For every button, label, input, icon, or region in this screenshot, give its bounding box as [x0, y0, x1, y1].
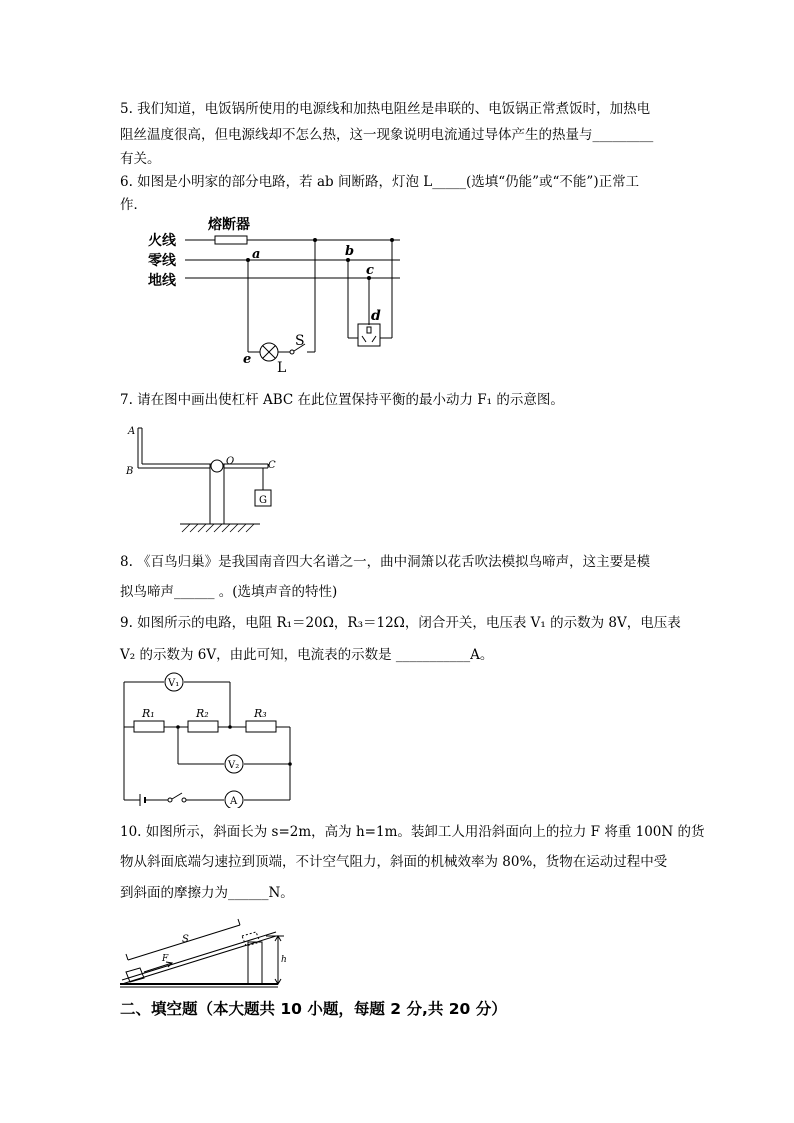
- R1-label: R₁: [142, 707, 155, 720]
- q10-line1: 10. 如图所示，斜面长为 s=2m，高为 h=1m。装卸工人用沿斜面向上的拉力 F 将重 100N 的货: [120, 824, 705, 840]
- q8-line2: 拟鸟啼声______ 。(选填声音的特性): [120, 584, 338, 600]
- q6-line2: 作．: [120, 197, 147, 213]
- household-circuit-figure: [140, 212, 410, 374]
- lamp-label: L: [277, 360, 287, 374]
- lever-support: [210, 464, 224, 524]
- lever-figure: [120, 420, 290, 538]
- V1-label: V₁: [168, 678, 180, 689]
- q9-line1: 9. 如图所示的电路，电阻 R₁＝20Ω，R₃＝12Ω，闭合开关，电压表 V₁ 的示数为 8V，电压表: [120, 615, 681, 631]
- force-label: F: [162, 954, 169, 964]
- ground-wire-label: 地线: [148, 273, 176, 289]
- incline-height-label: h: [281, 955, 287, 965]
- lever-point-C: C: [268, 460, 276, 471]
- resistor-R1: [134, 721, 164, 732]
- q5-line2: 阻丝温度很高，但电源线却不怎么热，这一现象说明电流通过导体产生的热量与_________: [120, 127, 654, 143]
- R3-label: R₃: [254, 707, 267, 720]
- fuse-symbol: [215, 236, 247, 244]
- switch-contact: [290, 350, 294, 354]
- incline-figure: [118, 908, 293, 990]
- series-circuit-figure: [118, 670, 298, 808]
- q5-line3: 有关。: [120, 151, 161, 167]
- R2-label: R₂: [196, 707, 209, 720]
- lever-point-B: B: [126, 466, 134, 477]
- fuse-label: 熔断器: [208, 217, 250, 233]
- live-wire-label: 火线: [148, 233, 176, 249]
- pivot-circle: [211, 460, 223, 472]
- q10-line3: 到斜面的摩擦力为______N。: [120, 885, 294, 901]
- V2-label: V₂: [228, 760, 240, 771]
- resistor-R2: [188, 721, 218, 732]
- q5-line1: 5. 我们知道，电饭锅所使用的电源线和加热电阻丝是串联的、电饭锅正常煮饭时，加热电: [120, 101, 651, 117]
- q9-line2: V₂ 的示数为 6V，由此可知，电流表的示数是 ___________A。: [120, 647, 494, 663]
- q6-line1: 6. 如图是小明家的部分电路，若 ab 间断路，灯泡 L_____(选填“仍能”或“不能”)正常工: [120, 174, 640, 190]
- section-heading: 二、填空题（本大题共 10 小题，每题 2 分,共 20 分）: [120, 1000, 507, 1018]
- resistor-R3: [246, 721, 276, 732]
- lever-point-A: A: [128, 426, 136, 437]
- lever-pivot-O: O: [226, 456, 235, 467]
- point-e-label: e: [243, 352, 252, 367]
- weight-label-G: G: [259, 495, 267, 506]
- switch-label: S: [295, 333, 305, 349]
- point-c-label: c: [366, 263, 374, 278]
- q10-line2: 物从斜面底端匀速拉到顶端，不计空气阻力，斜面的机械效率为 80%，货物在运动过程中受: [120, 854, 668, 870]
- q8-line1: 8. 《百鸟归巢》是我国南音四大名谱之一，曲中洞箫以花舌吹法模拟鸟啼声，这主要是模: [120, 554, 651, 570]
- incline-length-label: S: [182, 934, 189, 945]
- point-a-label: a: [252, 247, 261, 262]
- incline-support: [248, 942, 262, 984]
- point-d-label: d: [371, 308, 381, 324]
- neutral-wire-label: 零线: [148, 253, 176, 269]
- point-b-label: b: [345, 244, 355, 259]
- q7-line1: 7. 请在图中画出使杠杆 ABC 在此位置保持平衡的最小动力 F₁ 的示意图。: [120, 392, 564, 408]
- ammeter-label: A: [230, 796, 238, 807]
